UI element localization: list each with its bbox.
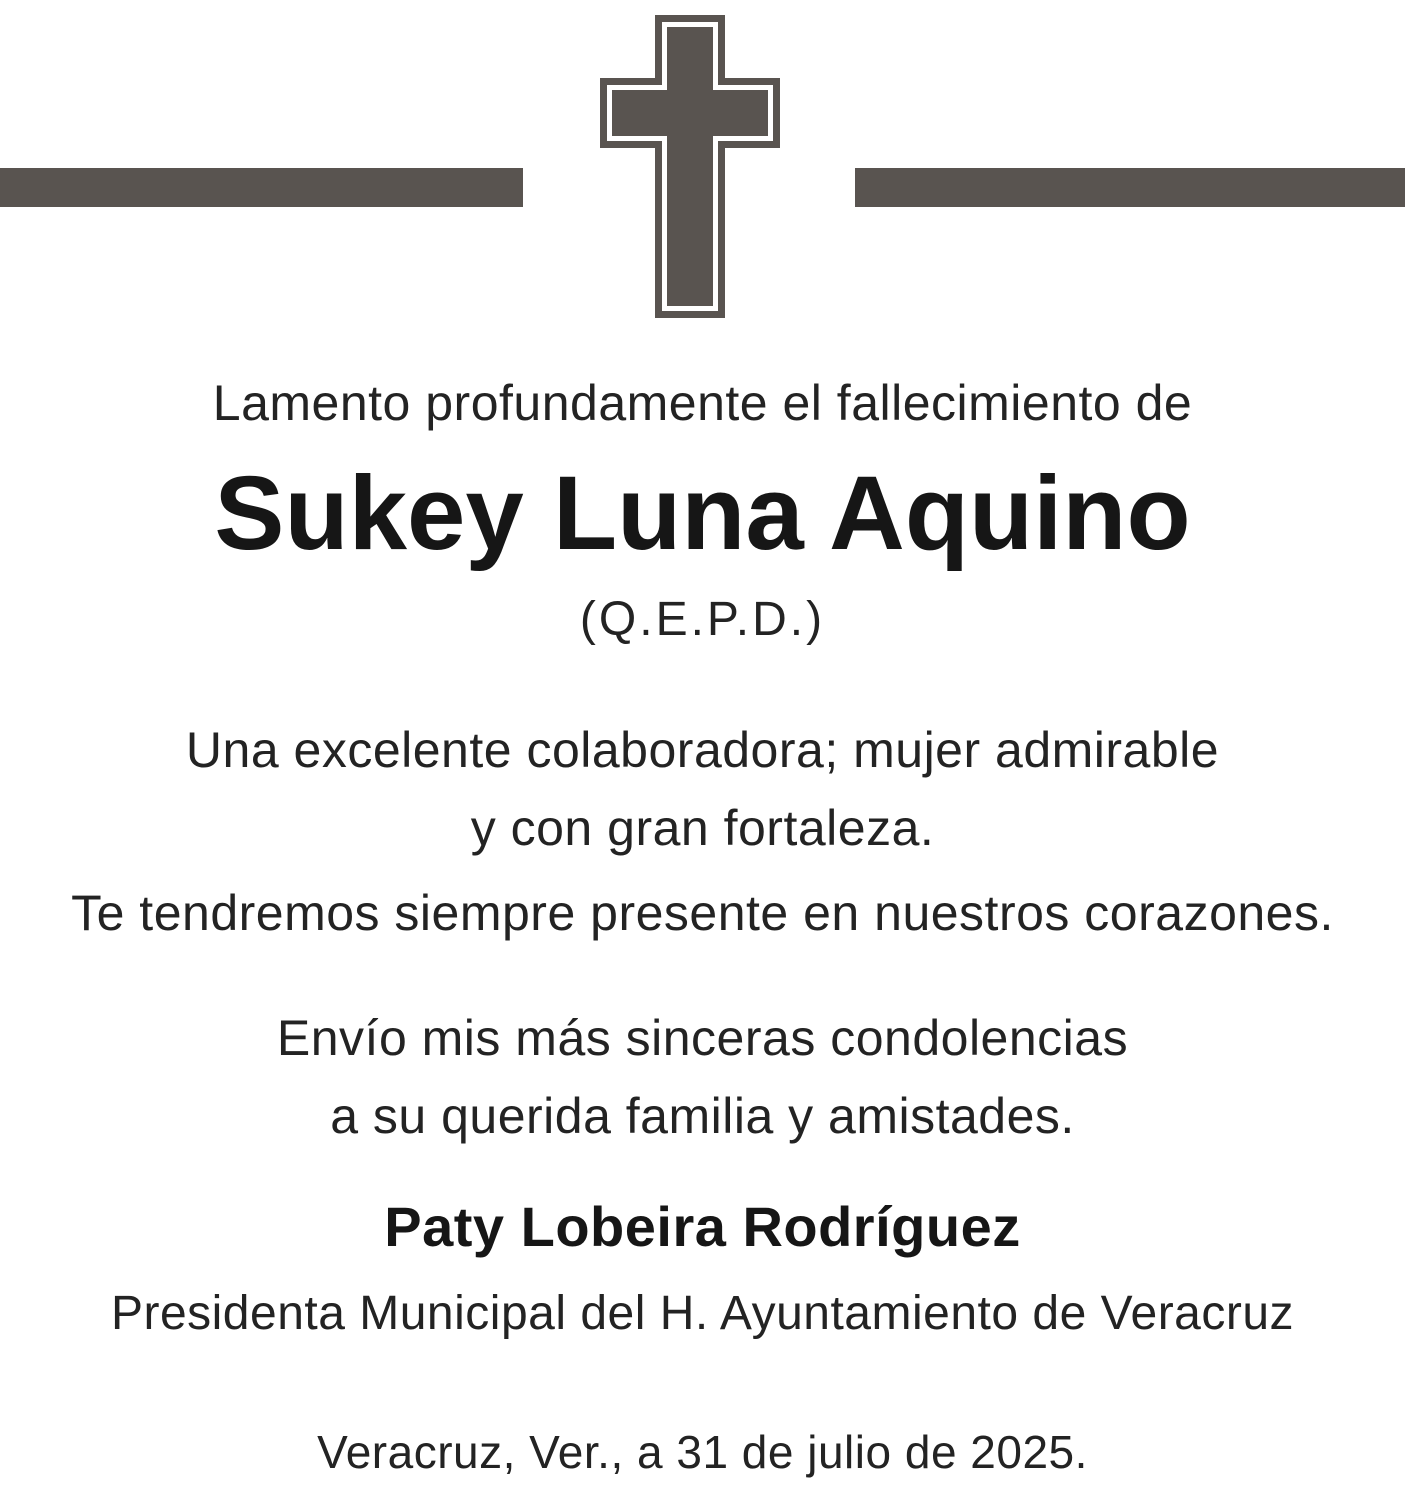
condolence-line-1: Envío mis más sinceras condolencias (276, 1010, 1129, 1066)
latin-cross-icon (600, 15, 780, 318)
signer-title: Presidenta Municipal del H. Ayuntamiento de Veracruz (110, 1287, 1295, 1340)
left-divider-bar (0, 168, 523, 207)
dateline: Veracruz, Ver., a 31 de julio de 2025. (317, 1426, 1088, 1478)
qepd-line: (Q.E.P.D.) (579, 593, 826, 646)
condolence-line-2: a su querida familia y amistades. (330, 1087, 1075, 1144)
tribute-paragraph (0, 712, 1405, 867)
remembrance-line: Te tendremos siempre presente en nuestros corazones. (71, 885, 1334, 941)
intro-line: Lamento profundamente el fallecimiento de (212, 375, 1193, 431)
tribute-line-1: Una excelente colaboradora; mujer admirable (185, 722, 1220, 778)
condolence-paragraph (0, 1000, 1405, 1155)
tribute-line-2: y con gran fortaleza. (470, 799, 935, 856)
cross-solid-horizontal (612, 90, 768, 136)
cross-solid-vertical (667, 27, 713, 306)
deceased-name: Sukey Luna Aquino (214, 455, 1191, 572)
right-divider-bar (855, 168, 1405, 207)
signer-name: Paty Lobeira Rodríguez (384, 1195, 1021, 1258)
